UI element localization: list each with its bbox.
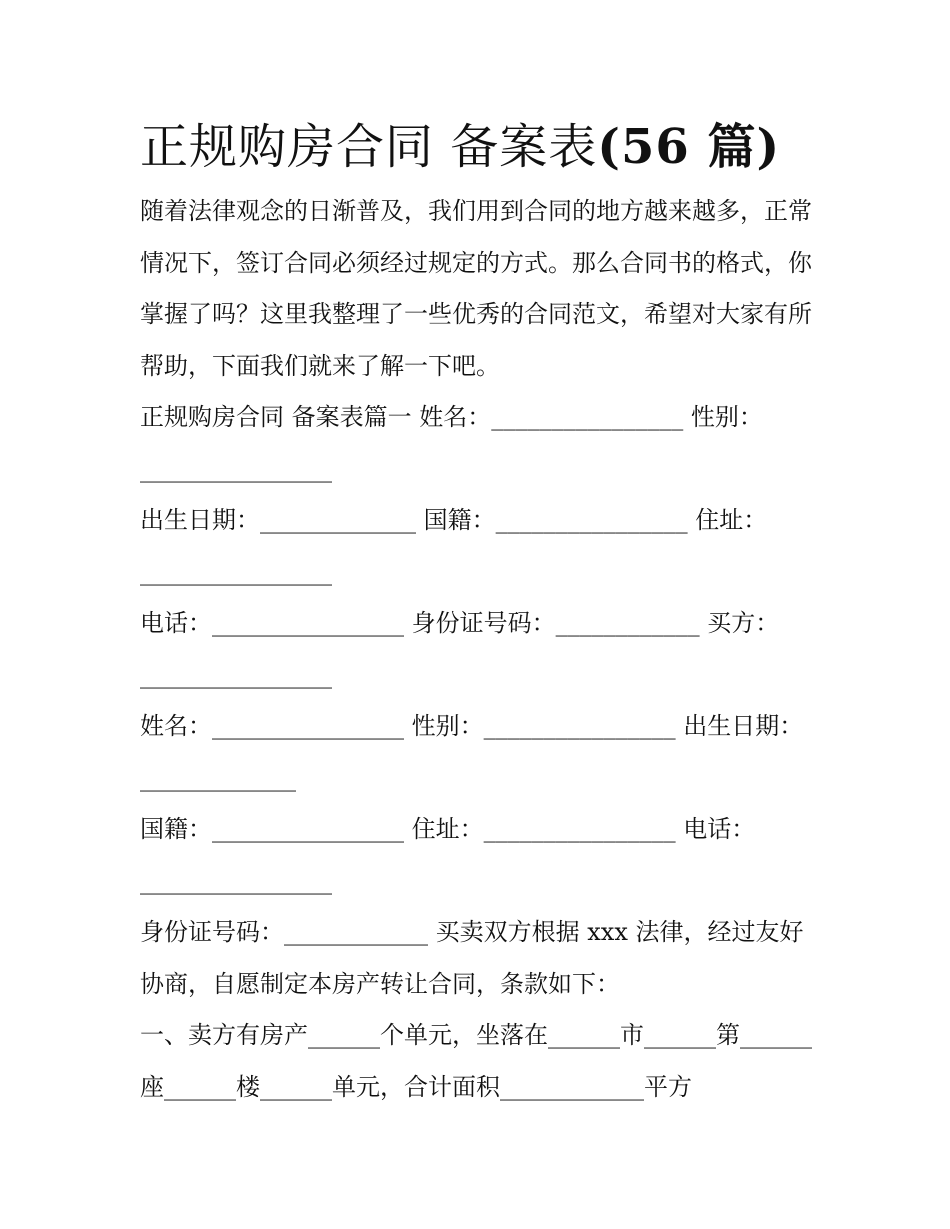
document-page (140, 108, 820, 1113)
seller-name-gender-line: 正规购房合同 备案表篇一 姓名：________________ 性别：________________ (140, 403, 763, 483)
clause-one-paragraph: 一、卖方有房产______个单元，坐落在______市______第______座______楼______单元，合计面积____________平方 (140, 1021, 812, 1101)
title-suffix: (56 篇) (597, 119, 781, 175)
buyer-nationality-address-phone-line: 国籍：________________ 住址：________________ 电话：________________ (140, 815, 756, 895)
seller-phone-id-buyer-line: 电话：________________ 身份证号码：____________ 买方：________________ (140, 609, 780, 689)
title-main: 正规购房合同 备案表 (140, 119, 598, 175)
intro-paragraph: 随着法律观念的日渐普及，我们用到合同的地方越来越多，正常情况下，签订合同必须经过规定的方式。那么合同书的格式，你掌握了吗？这里我整理了一些优秀的合同范文，希望对大家有所帮助，下面我们就来了解一下吧。 (140, 197, 812, 380)
seller-birth-nationality-address-line: 出生日期：_____________ 国籍：________________ 住址：________________ (140, 506, 768, 586)
buyer-name-gender-birth-line: 姓名：________________ 性别：________________ 出生日期：_____________ (140, 712, 804, 792)
buyer-id-agreement-paragraph: 身份证号码：____________ 买卖双方根据 xxx 法律，经过友好协商，自愿制定本房产转让合同，条款如下： (140, 918, 804, 998)
document-title (140, 108, 820, 186)
